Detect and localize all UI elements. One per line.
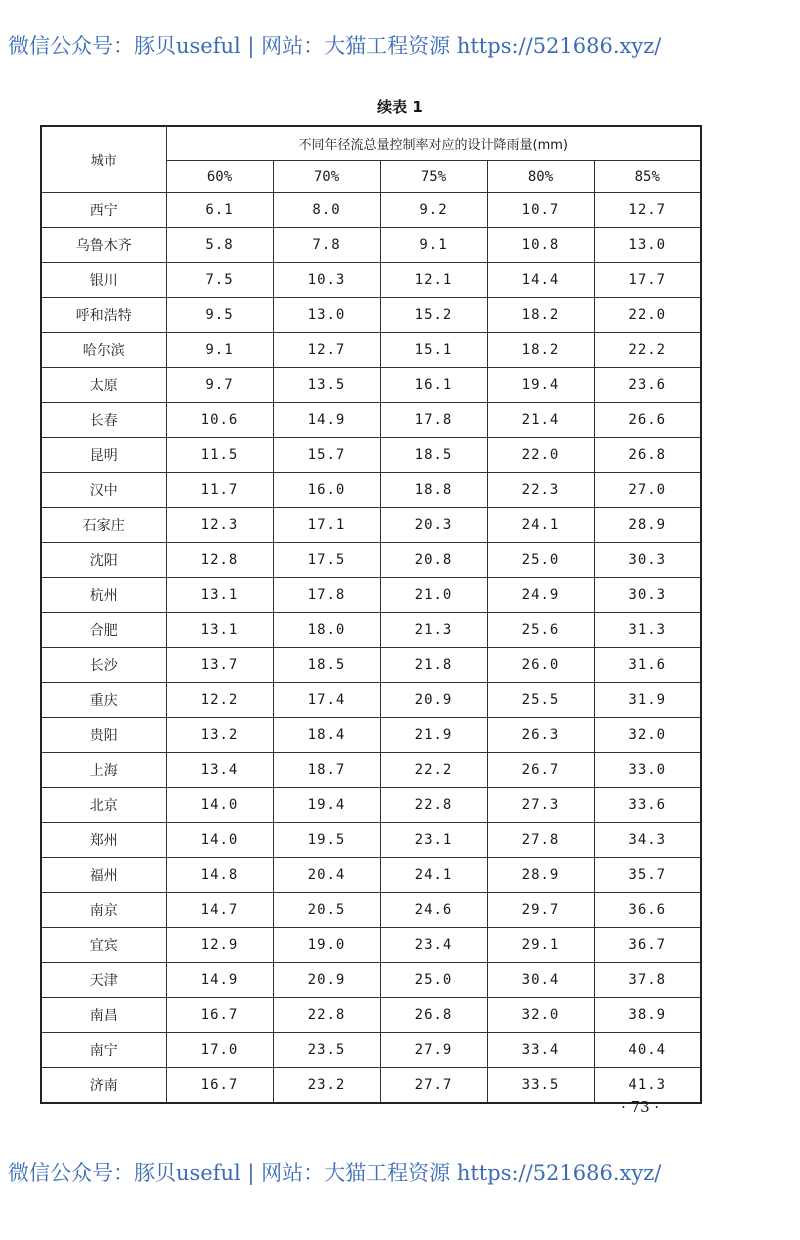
rainfall-value-cell: 17.8	[380, 403, 487, 438]
city-cell: 西宁	[41, 193, 166, 228]
city-cell: 银川	[41, 263, 166, 298]
rainfall-value-cell: 21.4	[487, 403, 594, 438]
rate-header: 80%	[487, 161, 594, 193]
rainfall-value-cell: 20.3	[380, 508, 487, 543]
city-cell: 上海	[41, 753, 166, 788]
city-cell: 哈尔滨	[41, 333, 166, 368]
rainfall-value-cell: 33.4	[487, 1033, 594, 1068]
rainfall-value-cell: 13.1	[166, 578, 273, 613]
table-row	[41, 963, 701, 998]
rainfall-value-cell: 29.1	[487, 928, 594, 963]
rainfall-value-cell: 27.9	[380, 1033, 487, 1068]
city-cell: 长沙	[41, 648, 166, 683]
rainfall-value-cell: 29.7	[487, 893, 594, 928]
rainfall-value-cell: 31.9	[594, 683, 701, 718]
rainfall-value-cell: 37.8	[594, 963, 701, 998]
rainfall-value-cell: 23.5	[273, 1033, 380, 1068]
table-row	[41, 333, 701, 368]
rainfall-value-cell: 14.8	[166, 858, 273, 893]
rainfall-value-cell: 13.0	[273, 298, 380, 333]
rainfall-value-cell: 27.0	[594, 473, 701, 508]
rainfall-value-cell: 21.0	[380, 578, 487, 613]
watermark-bottom: 微信公众号：豚贝useful | 网站：大猫工程资源 https://521686.xyz/	[8, 1161, 662, 1185]
rainfall-value-cell: 9.5	[166, 298, 273, 333]
city-cell: 天津	[41, 963, 166, 998]
rainfall-value-cell: 17.4	[273, 683, 380, 718]
rainfall-value-cell: 14.0	[166, 788, 273, 823]
rainfall-value-cell: 20.5	[273, 893, 380, 928]
rainfall-value-cell: 20.9	[273, 963, 380, 998]
rainfall-value-cell: 21.3	[380, 613, 487, 648]
rainfall-group-header: 不同年径流总量控制率对应的设计降雨量(mm)	[166, 126, 701, 161]
rainfall-value-cell: 22.2	[594, 333, 701, 368]
rainfall-value-cell: 10.6	[166, 403, 273, 438]
rainfall-value-cell: 13.4	[166, 753, 273, 788]
rainfall-value-cell: 40.4	[594, 1033, 701, 1068]
rainfall-value-cell: 24.9	[487, 578, 594, 613]
rainfall-value-cell: 26.8	[380, 998, 487, 1033]
rainfall-value-cell: 36.7	[594, 928, 701, 963]
rainfall-value-cell: 19.5	[273, 823, 380, 858]
rainfall-value-cell: 33.0	[594, 753, 701, 788]
rainfall-value-cell: 17.7	[594, 263, 701, 298]
rainfall-value-cell: 21.9	[380, 718, 487, 753]
city-cell: 南昌	[41, 998, 166, 1033]
city-cell: 济南	[41, 1068, 166, 1104]
city-cell: 乌鲁木齐	[41, 228, 166, 263]
rainfall-value-cell: 6.1	[166, 193, 273, 228]
rainfall-value-cell: 27.8	[487, 823, 594, 858]
table-row	[41, 368, 701, 403]
rainfall-value-cell: 21.8	[380, 648, 487, 683]
rainfall-value-cell: 18.8	[380, 473, 487, 508]
rainfall-value-cell: 11.5	[166, 438, 273, 473]
rainfall-value-cell: 23.2	[273, 1068, 380, 1104]
rainfall-value-cell: 22.0	[594, 298, 701, 333]
rainfall-value-cell: 16.1	[380, 368, 487, 403]
table-row	[41, 753, 701, 788]
table-row	[41, 403, 701, 438]
table-body	[41, 193, 701, 1104]
rainfall-value-cell: 28.9	[594, 508, 701, 543]
rainfall-value-cell: 9.7	[166, 368, 273, 403]
city-cell: 北京	[41, 788, 166, 823]
rainfall-value-cell: 32.0	[594, 718, 701, 753]
rainfall-value-cell: 24.1	[380, 858, 487, 893]
rainfall-value-cell: 15.1	[380, 333, 487, 368]
rainfall-value-cell: 26.0	[487, 648, 594, 683]
rainfall-value-cell: 22.8	[380, 788, 487, 823]
rainfall-value-cell: 7.5	[166, 263, 273, 298]
table-row	[41, 928, 701, 963]
table-row	[41, 613, 701, 648]
rainfall-value-cell: 24.6	[380, 893, 487, 928]
rainfall-value-cell: 11.7	[166, 473, 273, 508]
rainfall-value-cell: 14.7	[166, 893, 273, 928]
rainfall-value-cell: 10.7	[487, 193, 594, 228]
rainfall-value-cell: 14.4	[487, 263, 594, 298]
table-row	[41, 508, 701, 543]
rainfall-value-cell: 22.0	[487, 438, 594, 473]
rainfall-value-cell: 16.7	[166, 1068, 273, 1104]
city-cell: 合肥	[41, 613, 166, 648]
rainfall-value-cell: 26.6	[594, 403, 701, 438]
rainfall-value-cell: 24.1	[487, 508, 594, 543]
rainfall-value-cell: 13.5	[273, 368, 380, 403]
rainfall-value-cell: 18.5	[380, 438, 487, 473]
table-row	[41, 578, 701, 613]
city-cell: 汉中	[41, 473, 166, 508]
city-cell: 石家庄	[41, 508, 166, 543]
rainfall-value-cell: 12.2	[166, 683, 273, 718]
table-row	[41, 858, 701, 893]
rainfall-value-cell: 35.7	[594, 858, 701, 893]
city-cell: 南宁	[41, 1033, 166, 1068]
rate-header: 60%	[166, 161, 273, 193]
rainfall-value-cell: 12.1	[380, 263, 487, 298]
rainfall-value-cell: 18.4	[273, 718, 380, 753]
rainfall-value-cell: 19.4	[487, 368, 594, 403]
rainfall-value-cell: 23.4	[380, 928, 487, 963]
rainfall-value-cell: 38.9	[594, 998, 701, 1033]
rainfall-value-cell: 16.0	[273, 473, 380, 508]
rainfall-value-cell: 19.4	[273, 788, 380, 823]
rainfall-value-cell: 30.3	[594, 543, 701, 578]
table-row	[41, 543, 701, 578]
rainfall-value-cell: 15.2	[380, 298, 487, 333]
rainfall-value-cell: 32.0	[487, 998, 594, 1033]
table-row	[41, 473, 701, 508]
rainfall-value-cell: 34.3	[594, 823, 701, 858]
city-column-header: 城市	[41, 126, 166, 193]
rainfall-value-cell: 8.0	[273, 193, 380, 228]
rainfall-value-cell: 20.8	[380, 543, 487, 578]
rainfall-value-cell: 23.1	[380, 823, 487, 858]
rainfall-value-cell: 25.0	[380, 963, 487, 998]
table-row	[41, 1033, 701, 1068]
table-row	[41, 298, 701, 333]
city-cell: 贵阳	[41, 718, 166, 753]
rainfall-value-cell: 12.9	[166, 928, 273, 963]
rainfall-value-cell: 12.7	[273, 333, 380, 368]
rainfall-value-cell: 20.9	[380, 683, 487, 718]
city-cell: 呼和浩特	[41, 298, 166, 333]
rainfall-value-cell: 14.9	[273, 403, 380, 438]
rainfall-value-cell: 22.3	[487, 473, 594, 508]
city-cell: 福州	[41, 858, 166, 893]
rainfall-value-cell: 22.8	[273, 998, 380, 1033]
rainfall-value-cell: 17.5	[273, 543, 380, 578]
rainfall-value-cell: 9.2	[380, 193, 487, 228]
rainfall-value-cell: 17.8	[273, 578, 380, 613]
city-cell: 宜宾	[41, 928, 166, 963]
city-cell: 杭州	[41, 578, 166, 613]
rainfall-value-cell: 30.4	[487, 963, 594, 998]
rainfall-value-cell: 31.6	[594, 648, 701, 683]
rainfall-value-cell: 14.9	[166, 963, 273, 998]
city-cell: 沈阳	[41, 543, 166, 578]
table-row	[41, 788, 701, 823]
rainfall-value-cell: 25.6	[487, 613, 594, 648]
table-row	[41, 438, 701, 473]
rainfall-value-cell: 27.7	[380, 1068, 487, 1104]
rainfall-value-cell: 30.3	[594, 578, 701, 613]
rainfall-value-cell: 26.3	[487, 718, 594, 753]
rainfall-value-cell: 25.0	[487, 543, 594, 578]
rainfall-value-cell: 17.1	[273, 508, 380, 543]
rainfall-value-cell: 5.8	[166, 228, 273, 263]
rainfall-value-cell: 33.5	[487, 1068, 594, 1104]
rainfall-value-cell: 13.2	[166, 718, 273, 753]
rainfall-value-cell: 31.3	[594, 613, 701, 648]
rainfall-value-cell: 41.3	[594, 1068, 701, 1104]
rainfall-value-cell: 12.8	[166, 543, 273, 578]
rainfall-value-cell: 12.3	[166, 508, 273, 543]
table-caption: 续表 1	[377, 98, 423, 116]
rate-header: 70%	[273, 161, 380, 193]
rainfall-value-cell: 16.7	[166, 998, 273, 1033]
city-cell: 南京	[41, 893, 166, 928]
rainfall-value-cell: 13.7	[166, 648, 273, 683]
rainfall-value-cell: 19.0	[273, 928, 380, 963]
table-row	[41, 718, 701, 753]
city-cell: 昆明	[41, 438, 166, 473]
rainfall-value-cell: 14.0	[166, 823, 273, 858]
rainfall-value-cell: 18.7	[273, 753, 380, 788]
rainfall-value-cell: 18.0	[273, 613, 380, 648]
rainfall-value-cell: 18.5	[273, 648, 380, 683]
city-cell: 长春	[41, 403, 166, 438]
city-cell: 太原	[41, 368, 166, 403]
table-row	[41, 1068, 701, 1104]
rainfall-value-cell: 26.7	[487, 753, 594, 788]
rainfall-value-cell: 33.6	[594, 788, 701, 823]
rate-header: 75%	[380, 161, 487, 193]
table-row	[41, 648, 701, 683]
page-number: · 73 ·	[621, 1098, 660, 1116]
city-cell: 重庆	[41, 683, 166, 718]
table-row	[41, 998, 701, 1033]
rainfall-value-cell: 20.4	[273, 858, 380, 893]
rainfall-value-cell: 10.3	[273, 263, 380, 298]
table-row	[41, 263, 701, 298]
rainfall-value-cell: 7.8	[273, 228, 380, 263]
rainfall-value-cell: 15.7	[273, 438, 380, 473]
rainfall-value-cell: 13.0	[594, 228, 701, 263]
rainfall-value-cell: 25.5	[487, 683, 594, 718]
rainfall-value-cell: 36.6	[594, 893, 701, 928]
table-row	[41, 193, 701, 228]
rainfall-value-cell: 13.1	[166, 613, 273, 648]
rainfall-value-cell: 10.8	[487, 228, 594, 263]
watermark-top: 微信公众号：豚贝useful | 网站：大猫工程资源 https://521686.xyz/	[8, 34, 662, 58]
table-row	[41, 228, 701, 263]
rainfall-table	[40, 125, 702, 1104]
rainfall-value-cell: 12.7	[594, 193, 701, 228]
rainfall-value-cell: 26.8	[594, 438, 701, 473]
table-row	[41, 683, 701, 718]
table-row	[41, 893, 701, 928]
city-cell: 郑州	[41, 823, 166, 858]
rainfall-value-cell: 22.2	[380, 753, 487, 788]
rainfall-value-cell: 18.2	[487, 333, 594, 368]
rainfall-value-cell: 9.1	[380, 228, 487, 263]
table-row	[41, 823, 701, 858]
rainfall-value-cell: 28.9	[487, 858, 594, 893]
rate-header: 85%	[594, 161, 701, 193]
rainfall-value-cell: 17.0	[166, 1033, 273, 1068]
rainfall-value-cell: 27.3	[487, 788, 594, 823]
rainfall-value-cell: 9.1	[166, 333, 273, 368]
rainfall-value-cell: 18.2	[487, 298, 594, 333]
rainfall-value-cell: 23.6	[594, 368, 701, 403]
